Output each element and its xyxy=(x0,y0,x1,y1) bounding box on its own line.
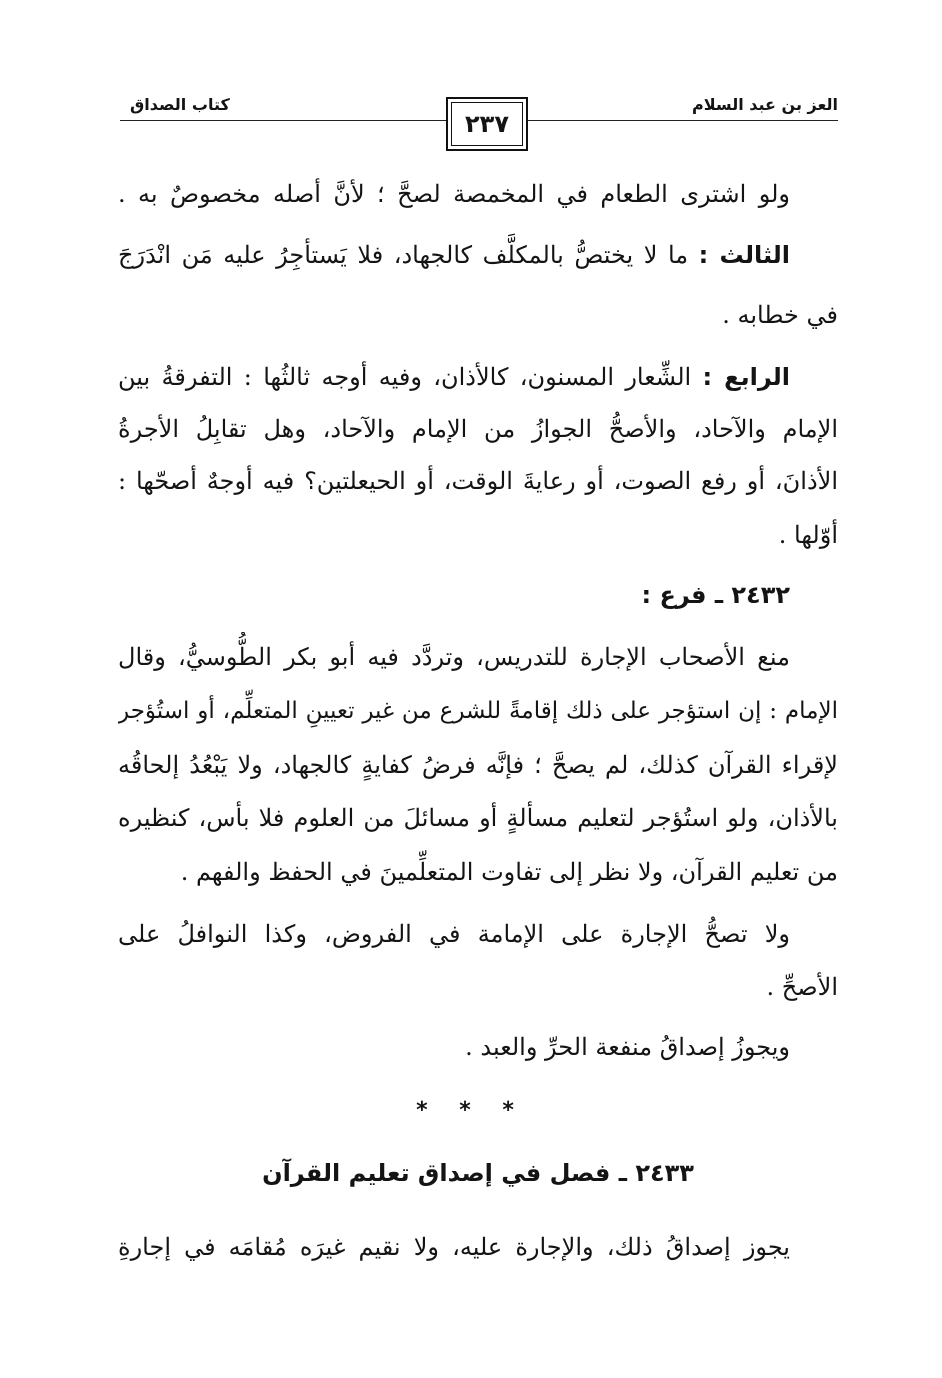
section-heading: ٢٤٣٢ ـ فرع : xyxy=(641,581,790,609)
paragraph-lead: الثالث : xyxy=(698,241,790,269)
text-line: منع الأصحاب الإجارة للتدريس، وتردَّد فيه أبو بكر الطُّوسيُّ، وقال xyxy=(118,643,790,671)
text-line: الإمام : إن استؤجر على ذلك إقامةً للشرع من غير تعيينِ المتعلِّم، أو استُؤجر xyxy=(118,698,838,724)
text-line: في خطابه . xyxy=(722,301,838,329)
text-line: يجوز إصداقُ ذلك، والإجارة عليه، ولا نقيم غيرَه مُقامَه في إجارةِ xyxy=(118,1233,790,1261)
text-line: لإقراء القرآن كذلك، لم يصحَّ ؛ فإنَّه فرضُ كفايةٍ كالجهاد، ولا يَبْعُدُ إلحاقُه xyxy=(118,751,838,779)
text-line: ولا تصحُّ الإجارة على الإمامة في الفروض، وكذا النوافلُ على xyxy=(118,920,790,948)
running-header-book-section: كتاب الصداق xyxy=(130,95,230,114)
header-rule-left xyxy=(120,120,456,121)
header-rule-right xyxy=(499,120,838,121)
text-line: ويجوزُ إصداقُ منفعة الحرِّ والعبد . xyxy=(465,1033,790,1061)
text-line: بالأذان، ولو استُؤجر لتعليم مسألةٍ أو مسائلَ من العلوم فلا بأس، كنظيره xyxy=(118,804,838,832)
text-line: الأصحِّ . xyxy=(766,973,838,1001)
page-number-frame xyxy=(446,97,528,151)
chapter-heading: ٢٤٣٣ ـ فصل في إصداق تعليم القرآن xyxy=(262,1159,694,1187)
text-line: الرابع : الشِّعار المسنون، كالأذان، وفيه أوجه ثالثُها : التفرقةُ بين xyxy=(118,363,790,391)
text-line: ولو اشترى الطعام في المخمصة لصحَّ ؛ لأنَّ أصله مخصوصٌ به . xyxy=(118,180,790,208)
text-line: الإمام والآحاد، والأصحُّ الجوازُ من الإمام والآحاد، وهل تقابِلُ الأجرةُ xyxy=(118,415,838,443)
paragraph-lead: الرابع : xyxy=(702,363,790,391)
text-line: الثالث : ما لا يختصُّ بالمكلَّف كالجهاد، فلا يَستأجِرُ عليه مَن انْدَرَجَ xyxy=(118,241,790,269)
section-divider-stars: * * * xyxy=(416,1098,526,1123)
text-line: من تعليم القرآن، ولا نظر إلى تفاوت المتعلِّمينَ في الحفظ والفهم . xyxy=(180,858,838,886)
text-line: الأذانَ، أو رفع الصوت، أو رعايةَ الوقت، أو الحيعلتين؟ فيه أوجهٌ أصحّها : xyxy=(118,467,838,495)
page-number: ٢٣٧ xyxy=(451,102,523,146)
running-header-author: العز بن عبد السلام xyxy=(692,95,838,114)
text-line: أوّلها . xyxy=(778,521,838,549)
